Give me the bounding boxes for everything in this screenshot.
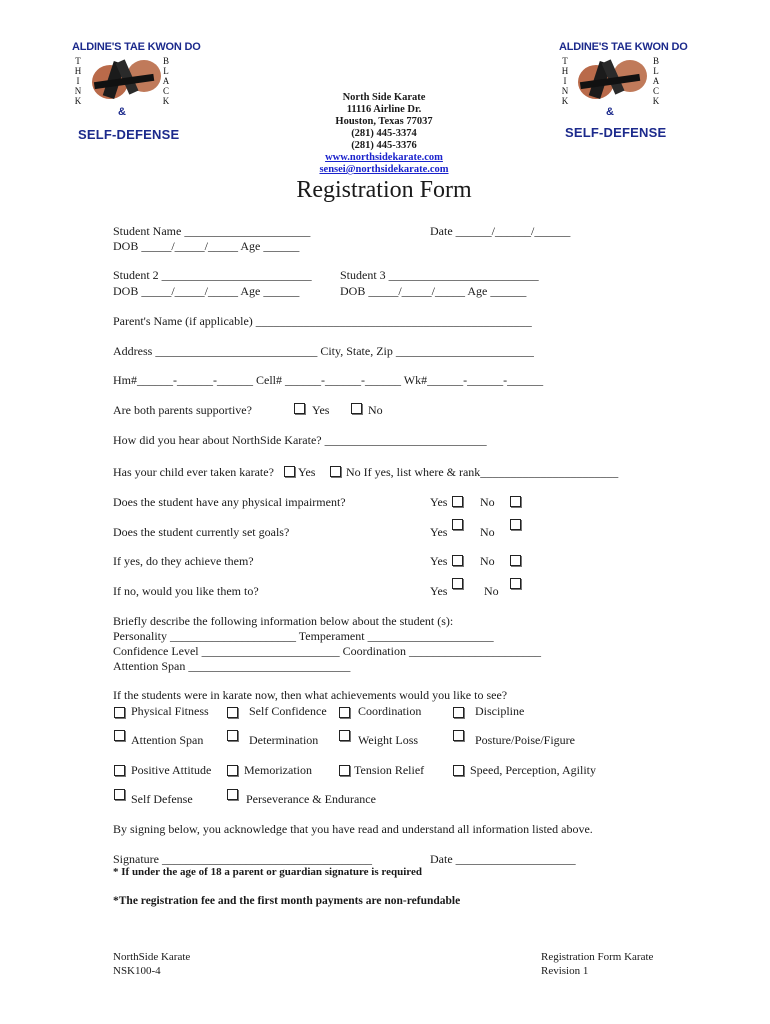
logo-letter: C xyxy=(162,86,169,96)
supportive-no-label: No xyxy=(368,403,383,417)
achievement-checkbox[interactable] xyxy=(453,707,464,718)
acknowledge-text: By signing below, you acknowledge that you have read and understand all information listed above. xyxy=(113,822,593,836)
yn-yes-label: Yes xyxy=(430,495,448,509)
yn-no-label: No xyxy=(484,584,499,598)
signature-date-field[interactable]: Date ____________________ xyxy=(430,852,576,866)
logo-right-emblem-image xyxy=(572,56,650,100)
yn-question-label: Does the student have any physical impairment? xyxy=(113,495,346,509)
impairment-yes-checkbox[interactable] xyxy=(452,496,463,507)
achievement-checkbox[interactable] xyxy=(227,707,238,718)
yn-no-label: No xyxy=(480,495,495,509)
company-phone-1: (281) 445-3374 xyxy=(351,128,417,139)
logo-letter: K xyxy=(561,96,569,106)
company-name: North Side Karate xyxy=(342,92,426,103)
achievement-checkbox[interactable] xyxy=(339,730,350,741)
taken-karate-question: Has your child ever taken karate? xyxy=(113,465,274,479)
yn-yes-label: Yes xyxy=(430,554,448,568)
supportive-yes-label: Yes xyxy=(312,403,330,417)
logo-letter: K xyxy=(162,96,170,106)
achievement-label: Memorization xyxy=(244,763,312,777)
logo-left-title: ALDINE'S TAE KWON DO xyxy=(72,41,201,53)
achievement-checkbox[interactable] xyxy=(227,789,238,800)
achievement-label: Positive Attitude xyxy=(131,763,212,777)
footer-doc-title: Registration Form Karate xyxy=(541,951,654,963)
achieve-goals-no-checkbox[interactable] xyxy=(510,555,521,566)
logo-letter: T xyxy=(562,56,568,66)
date-field[interactable]: Date ______/______/______ xyxy=(430,224,571,238)
taken-karate-yes-label: Yes xyxy=(298,465,316,479)
logo-letter: C xyxy=(652,86,659,96)
address-field[interactable]: Address ___________________________ City, State, Zip _______________________ xyxy=(113,344,534,358)
achievement-label: Attention Span xyxy=(131,733,204,747)
taken-karate-no-checkbox[interactable] xyxy=(330,466,341,477)
achievement-checkbox[interactable] xyxy=(114,789,125,800)
yn-yes-label: Yes xyxy=(430,584,448,598)
logo-letter: L xyxy=(163,66,169,76)
phone-numbers-field[interactable]: Hm#______-______-______ Cell# ______-______-______ Wk#______-______-______ xyxy=(113,373,544,387)
achievement-label: Self Defense xyxy=(131,792,193,806)
logo-letter: B xyxy=(652,56,659,66)
would-like-yes-checkbox[interactable] xyxy=(452,578,463,589)
describe-intro: Briefly describe the following information below about the student (s): xyxy=(113,614,454,628)
logo-letter: A xyxy=(162,76,170,86)
achievement-checkbox[interactable] xyxy=(339,707,350,718)
form-title: Registration Form xyxy=(296,177,472,203)
logo-letter: N xyxy=(561,86,569,96)
yn-question-label: Does the student currently set goals? xyxy=(113,525,290,539)
logo-left-vertical-letters xyxy=(74,56,82,106)
email-link[interactable]: sensei@northsidekarate.com xyxy=(319,164,449,175)
logo-letter: K xyxy=(74,96,82,106)
achievement-checkbox[interactable] xyxy=(227,730,238,741)
hear-about-field[interactable]: How did you hear about NorthSide Karate? ___________________________ xyxy=(113,433,487,447)
taken-karate-no-where-rank-field[interactable]: No If yes, list where & rank_______________________ xyxy=(346,465,619,479)
achievement-label: Perseverance & Endurance xyxy=(246,792,376,806)
footer-revision: Revision 1 xyxy=(541,965,589,977)
achievement-label: Discipline xyxy=(475,704,525,718)
logo-left-ampersand: & xyxy=(118,106,126,118)
company-street: 11116 Airline Dr. xyxy=(346,104,422,115)
logo-left-emblem-image xyxy=(86,56,164,100)
logo-right-vertical-letters xyxy=(561,56,569,106)
logo-left-vertical-letters xyxy=(162,56,170,106)
yn-question-label: If no, would you like them to? xyxy=(113,584,259,598)
logo-right-ampersand: & xyxy=(606,106,614,118)
logo-right-subtitle: SELF-DEFENSE xyxy=(565,125,667,140)
footer-doc-code: NSK100-4 xyxy=(113,965,161,977)
student-3-dob-age-field[interactable]: DOB _____/_____/_____ Age ______ xyxy=(340,284,527,298)
student-3-name-field[interactable]: Student 3 _________________________ xyxy=(340,268,539,282)
impairment-no-checkbox[interactable] xyxy=(510,496,521,507)
achievement-label: Coordination xyxy=(358,704,422,718)
achievement-label: Tension Relief xyxy=(354,763,425,777)
achievement-checkbox[interactable] xyxy=(114,730,125,741)
non-refundable-note: *The registration fee and the first month payments are non-refundable xyxy=(113,895,461,907)
set-goals-yes-checkbox[interactable] xyxy=(452,519,463,530)
student-1-dob-age-field[interactable]: DOB _____/_____/_____ Age ______ xyxy=(113,239,300,253)
achievement-checkbox[interactable] xyxy=(453,765,464,776)
achievement-label: Self Confidence xyxy=(249,704,327,718)
confidence-coordination-field[interactable]: Confidence Level _______________________ Coordination ______________________ xyxy=(113,644,541,658)
logo-letter: L xyxy=(653,66,659,76)
achievement-checkbox[interactable] xyxy=(227,765,238,776)
attention-span-field[interactable]: Attention Span ___________________________ xyxy=(113,659,351,673)
logo-letter: T xyxy=(75,56,81,66)
logo-letter: H xyxy=(74,66,82,76)
achievements-question: If the students were in karate now, then what achievements would you like to see? xyxy=(113,688,508,702)
logo-letter: K xyxy=(652,96,660,106)
logo-right-title: ALDINE'S TAE KWON DO xyxy=(559,41,688,53)
logo-letter: I xyxy=(76,76,80,86)
achievement-checkbox[interactable] xyxy=(339,765,350,776)
yn-yes-label: Yes xyxy=(430,525,448,539)
yn-no-label: No xyxy=(480,525,495,539)
achievement-label: Physical Fitness xyxy=(131,704,209,718)
achievement-label: Determination xyxy=(249,733,319,747)
website-link[interactable]: www.northsidekarate.com xyxy=(325,152,443,163)
set-goals-no-checkbox[interactable] xyxy=(510,519,521,530)
footer-company: NorthSide Karate xyxy=(113,951,191,963)
parent-name-field[interactable]: Parent's Name (if applicable) ______________________________________________ xyxy=(113,314,532,328)
achievement-checkbox[interactable] xyxy=(453,730,464,741)
logo-right-vertical-letters xyxy=(652,56,660,106)
logo-letter: H xyxy=(561,66,569,76)
would-like-no-checkbox[interactable] xyxy=(510,578,521,589)
logo-letter: A xyxy=(652,76,660,86)
logo-letter: B xyxy=(162,56,169,66)
supportive-no-checkbox[interactable] xyxy=(351,403,362,414)
company-phone-2: (281) 445-3376 xyxy=(351,140,417,151)
student-1-name-field[interactable]: Student Name _____________________ xyxy=(113,224,311,238)
achievement-label: Posture/Poise/Figure xyxy=(475,733,576,747)
student-2-name-field[interactable]: Student 2 _________________________ xyxy=(113,268,312,282)
taken-karate-yes-checkbox[interactable] xyxy=(284,466,295,477)
supportive-question: Are both parents supportive? xyxy=(113,403,252,417)
yn-question-label: If yes, do they achieve them? xyxy=(113,554,254,568)
signature-field[interactable]: Signature ___________________________________ xyxy=(113,852,372,866)
company-city: Houston, Texas 77037 xyxy=(335,116,433,127)
achievement-checkbox[interactable] xyxy=(114,707,125,718)
logo-left-subtitle: SELF-DEFENSE xyxy=(78,127,180,142)
achieve-goals-yes-checkbox[interactable] xyxy=(452,555,463,566)
achievement-label: Speed, Perception, Agility xyxy=(470,763,596,777)
achievement-label: Weight Loss xyxy=(358,733,419,747)
guardian-signature-note: * If under the age of 18 a parent or guardian signature is required xyxy=(113,866,422,878)
student-2-dob-age-field[interactable]: DOB _____/_____/_____ Age ______ xyxy=(113,284,300,298)
yn-no-label: No xyxy=(480,554,495,568)
logo-letter: N xyxy=(74,86,82,96)
supportive-yes-checkbox[interactable] xyxy=(294,403,305,414)
logo-letter: I xyxy=(563,76,567,86)
personality-temperament-field[interactable]: Personality _____________________ Temperament _____________________ xyxy=(113,629,494,643)
achievement-checkbox[interactable] xyxy=(114,765,125,776)
